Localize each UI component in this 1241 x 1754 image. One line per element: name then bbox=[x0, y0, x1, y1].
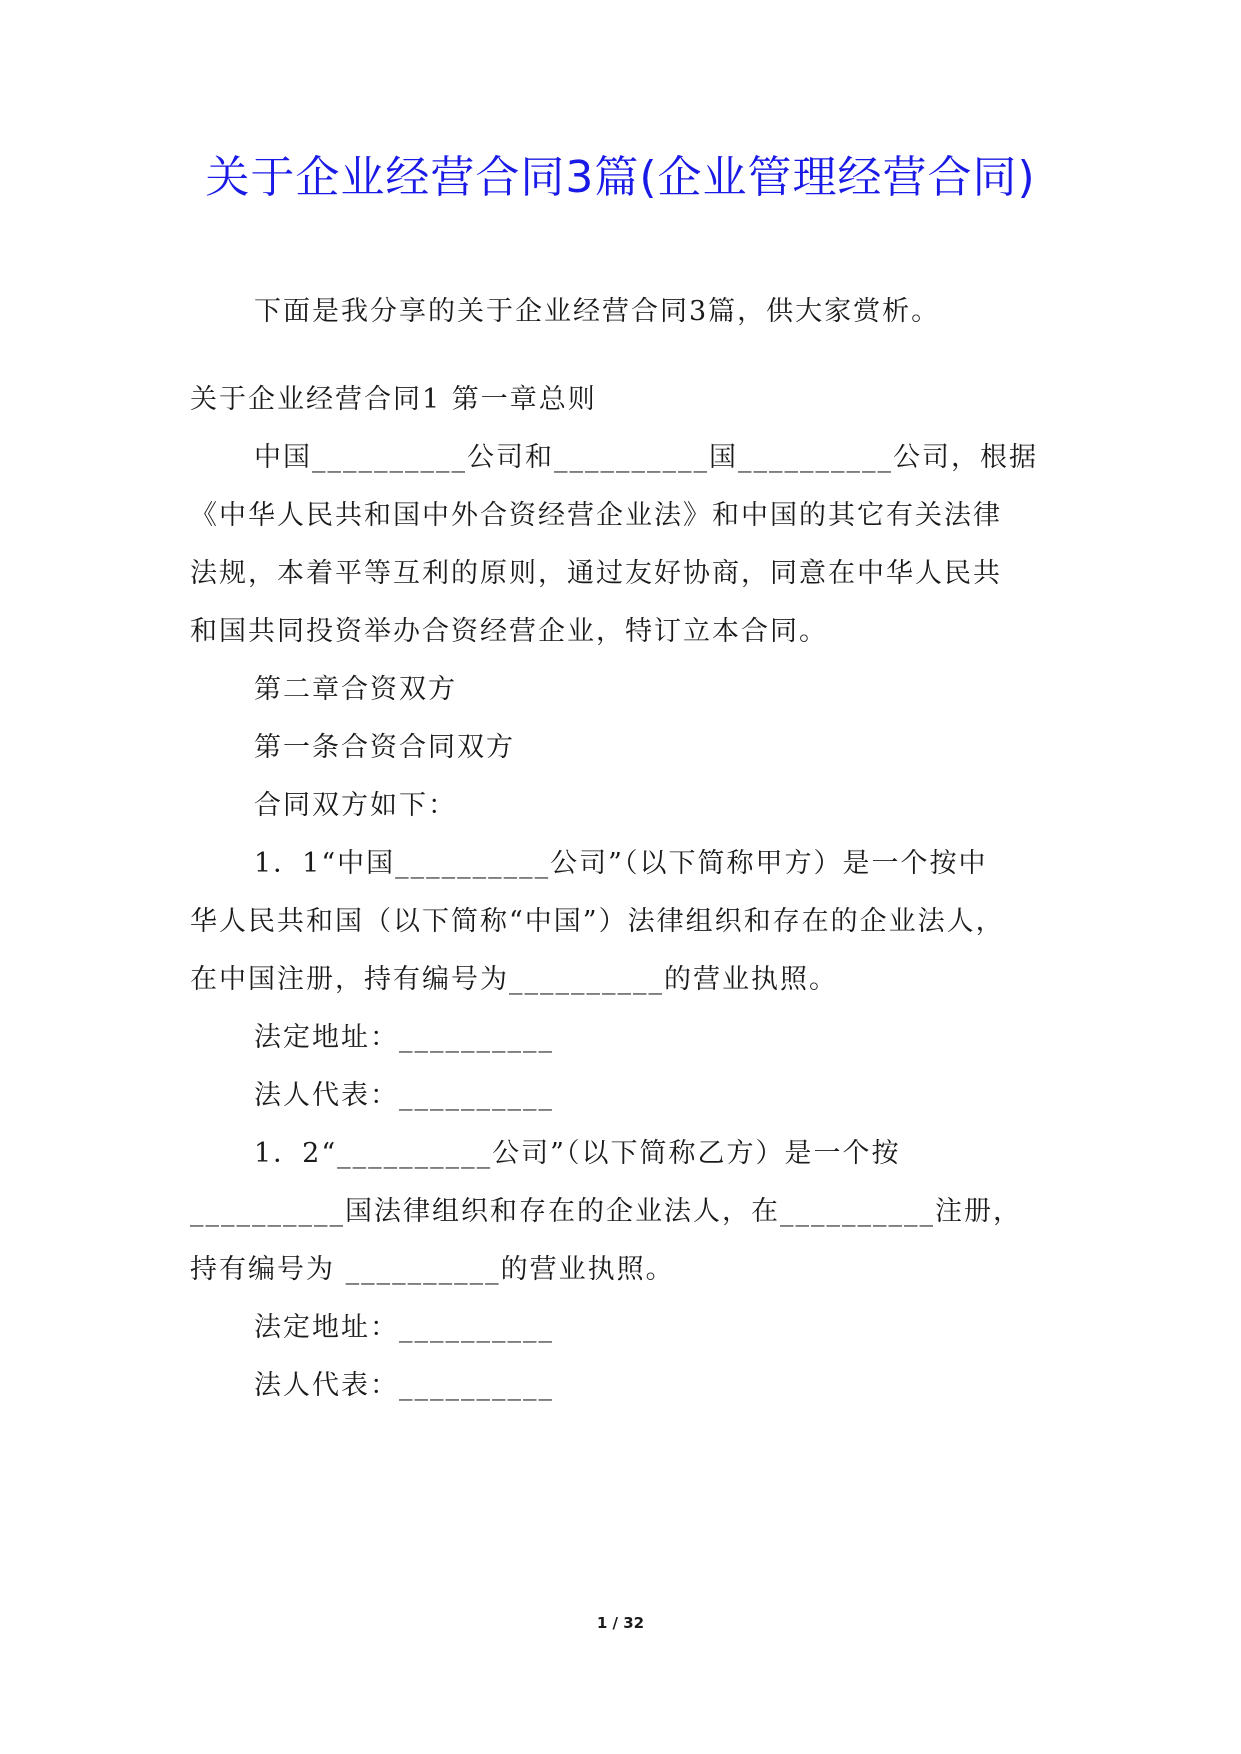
paragraph-line: 和国共同投资举办合资经营企业，特订立本合同。 bbox=[190, 616, 828, 647]
address-field: 法定地址：__________ bbox=[254, 1022, 554, 1053]
clause-line: 在中国注册，持有编号为__________的营业执照。 bbox=[190, 964, 838, 995]
contract-heading: 关于企业经营合同1 第一章总则 bbox=[190, 384, 597, 415]
representative-field: 法人代表：__________ bbox=[254, 1370, 554, 1401]
chapter-heading: 第二章合资双方 bbox=[254, 674, 457, 705]
clause-line: 华人民共和国（以下简称“中国”）法律组织和存在的企业法人， bbox=[190, 906, 1005, 937]
paragraph-line: 《中华人民共和国中外合资经营企业法》和中国的其它有关法律 bbox=[190, 500, 1002, 531]
address-field: 法定地址：__________ bbox=[254, 1312, 554, 1343]
clause-line: 1．1“中国__________公司”（以下简称甲方）是一个按中 bbox=[254, 848, 988, 879]
clause-line: __________国法律组织和存在的企业法人，在__________注册， bbox=[190, 1196, 1022, 1227]
paragraph-line: 合同双方如下： bbox=[254, 790, 457, 821]
paragraph-line: 中国__________公司和__________国__________公司，根据 bbox=[254, 442, 1038, 473]
representative-field: 法人代表：__________ bbox=[254, 1080, 554, 1111]
paragraph-line: 法规，本着平等互利的原则，通过友好协商，同意在中华人民共 bbox=[190, 558, 1002, 589]
clause-line: 1．2“__________公司”（以下简称乙方）是一个按 bbox=[254, 1138, 901, 1169]
document-title: 关于企业经营合同3篇(企业管理经营合同) bbox=[205, 152, 1036, 203]
intro-paragraph: 下面是我分享的关于企业经营合同3篇，供大家赏析。 bbox=[254, 296, 941, 327]
clause-line: 持有编号为 __________的营业执照。 bbox=[190, 1254, 675, 1285]
article-heading: 第一条合资合同双方 bbox=[254, 732, 515, 763]
page-number: 1 / 32 bbox=[596, 1614, 645, 1632]
